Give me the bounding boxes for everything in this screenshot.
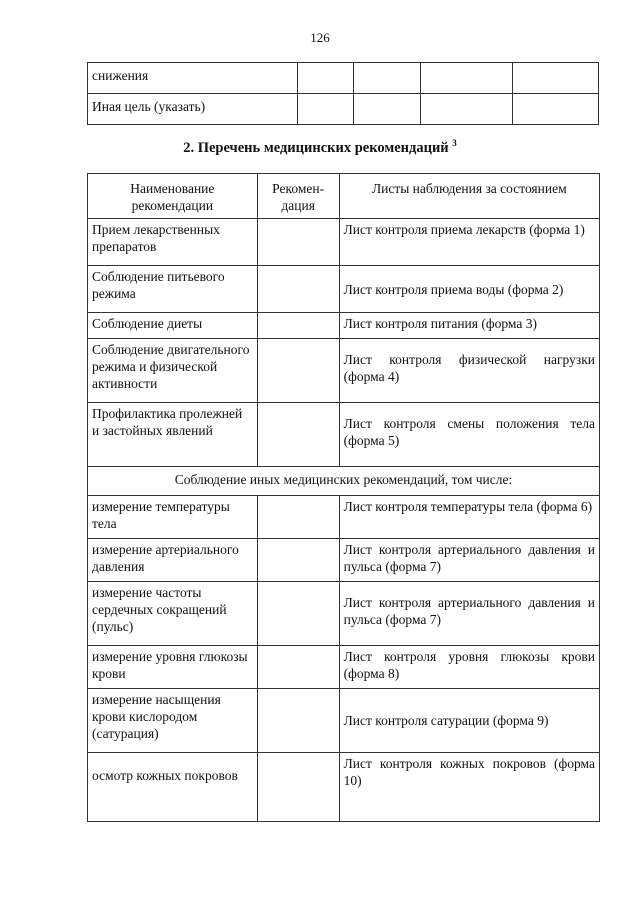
observation-sheet: Лист контроля артериального давления и пульса (форма 7): [339, 539, 599, 582]
recommendation-name: Соблюдение питьевого режима: [88, 266, 258, 313]
table-row: [88, 63, 599, 94]
observation-sheet: Лист контроля сатурации (форма 9): [339, 689, 599, 753]
observation-sheet: Лист контроля физической нагрузки (форма 4): [339, 339, 599, 403]
table-row: [88, 339, 600, 403]
table-row: [88, 403, 600, 467]
row-label: Иная цель (указать): [88, 94, 298, 125]
footnote-marker: 3: [452, 138, 457, 148]
table-header-row: [88, 174, 600, 219]
other-recommendations-subheader: Соблюдение иных медицинских рекомендаций, том числе:: [88, 467, 600, 496]
observation-sheet: Лист контроля температуры тела (форма 6): [339, 496, 599, 539]
table-row: [88, 266, 600, 313]
observation-sheet: Лист контроля питания (форма 3): [339, 313, 599, 339]
recommendation-name: Соблюдение двигательного режима и физической активности: [88, 339, 258, 403]
recommendation-name: измерение уровня глюкозы крови: [88, 646, 258, 689]
recommendation-name: измерение насыщения крови кислородом (сатурация): [88, 689, 258, 753]
empty-cell: [513, 94, 599, 125]
empty-cell: [297, 63, 353, 94]
table-row: [88, 646, 600, 689]
observation-sheet: Лист контроля артериального давления и пульса (форма 7): [339, 582, 599, 646]
recommendation-cell: [257, 753, 339, 822]
recommendation-cell: [257, 539, 339, 582]
row-label: снижения: [88, 63, 298, 94]
empty-cell: [297, 94, 353, 125]
recommendation-name: измерение температуры тела: [88, 496, 258, 539]
observation-sheet: Лист контроля уровня глюкозы крови (форма 8): [339, 646, 599, 689]
header-recommendation: Рекомен-дация: [257, 174, 339, 219]
table-row: [88, 539, 600, 582]
table-row: [88, 94, 599, 125]
recommendation-cell: [257, 266, 339, 313]
recommendation-name: Прием лекарственных препаратов: [88, 219, 258, 266]
observation-sheet: Лист контроля приема лекарств (форма 1): [339, 219, 599, 266]
table-row: [88, 689, 600, 753]
empty-cell: [421, 94, 513, 125]
table-row: [88, 582, 600, 646]
empty-cell: [421, 63, 513, 94]
observation-sheet: Лист контроля приема воды (форма 2): [339, 266, 599, 313]
recommendation-name: осмотр кожных покровов: [88, 753, 258, 822]
table-row: [88, 313, 600, 339]
header-recommendation-name: Наименование рекомендации: [88, 174, 258, 219]
recommendation-name: измерение частоты сердечных сокращений (пульс): [88, 582, 258, 646]
observation-sheet: Лист контроля смены положения тела (форма 5): [339, 403, 599, 467]
page-number: 126: [310, 30, 330, 45]
empty-cell: [353, 94, 421, 125]
empty-cell: [513, 63, 599, 94]
goals-table-continuation: [87, 62, 599, 125]
recommendation-name: Соблюдение диеты: [88, 313, 258, 339]
table-row: [88, 219, 600, 266]
recommendations-table: [87, 173, 600, 822]
recommendation-name: Профилактика пролежней и застойных явлений: [88, 403, 258, 467]
section-title: [0, 138, 640, 157]
recommendation-cell: [257, 219, 339, 266]
recommendation-name: измерение артериального давления: [88, 539, 258, 582]
recommendation-cell: [257, 646, 339, 689]
recommendation-cell: [257, 339, 339, 403]
header-observation-sheets: Листы наблюдения за состоянием: [339, 174, 599, 219]
recommendation-cell: [257, 403, 339, 467]
recommendation-cell: [257, 689, 339, 753]
recommendation-cell: [257, 496, 339, 539]
empty-cell: [353, 63, 421, 94]
recommendation-cell: [257, 313, 339, 339]
observation-sheet: Лист контроля кожных покровов (форма 10): [339, 753, 599, 822]
table-row: [88, 753, 600, 822]
table-subheader-row: [88, 467, 600, 496]
section-title-text: 2. Перечень медицинских рекомендаций: [183, 139, 449, 156]
recommendation-cell: [257, 582, 339, 646]
table-row: [88, 496, 600, 539]
